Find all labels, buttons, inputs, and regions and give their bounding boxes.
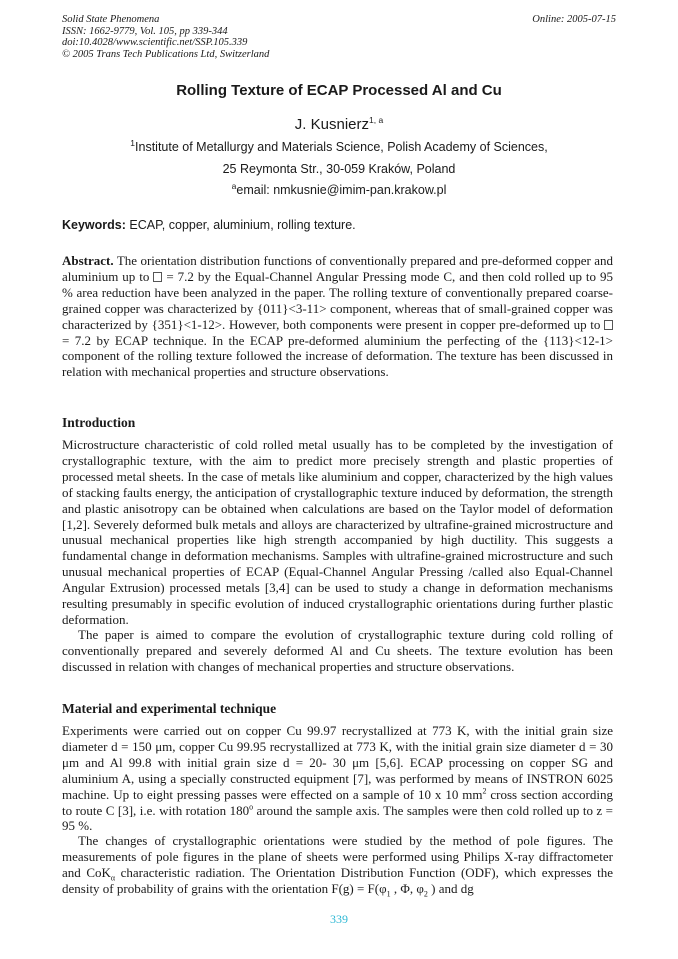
keywords [62,218,356,232]
affil-sup-1: 1 [130,137,136,148]
section-heading-introduction: Introduction [62,415,136,430]
section-heading-material: Material and experimental technique [62,701,277,716]
doi: doi:10.4028/www.scientific.net/SSP.105.339 [62,37,248,48]
missing-glyph-icon [604,320,613,330]
copyright: © 2005 Trans Tech Publications Ltd, Switzerland [62,48,270,60]
author-name: J. Kusnierz [294,116,369,133]
paper-title: Rolling Texture of ECAP Processed Al and Cu [176,82,502,99]
affiliation-line-2: 25 Reymonta Str., 30-059 Kraków, Poland [222,162,456,176]
abstract-label: Abstract. [62,253,114,268]
keywords-label: Keywords: [62,218,126,232]
journal-name: Solid State Phenomena [62,14,160,25]
intro-paragraph-1: Microstructure characteristic of cold rolled metal usually has to be completed by the investigation of crystallographic texture, with the aim to predict more precisely strength and plastic properties of processed metal sheets. In the case of metals like aluminium and copper, characterized by the high values of stacking faults energy, the anticipation of crystallographic texture induced by deformation, the strength and plastic anisotropy can be obtained when calculations are based on the Taylor model of deformation [1,2]. Severely deformed bulk metals and alloys are characterized by ultrafine-grained microstructure and unusual mechanical properties like high strength accompanied by high ductility. This suggests a fundamental change in deformation mechanisms. Samples with ultrafine-grained microstructure and such unusual mechanical properties of ECAP (Equal-Channel Angular Pressing /called also Equal-Channel Angular Extrusion) processed metals [3,4] can be used to study a change in deformation mechanisms resulting presumably in specific evolution of induced crystallographic orientations during further plastic deformation. [62,437,613,627]
online-date: Online: 2005-07-15 [532,14,616,25]
material-paragraph-1: Experiments were carried out on copper Cu 99.97 recrystallized at 773 K, with the initial grain size diameter d = 150 μm, copper Cu 99.95 recrystallized at 773 K, with the initial grain size diameter d = 30 μm and Al 99.8 with initial grain size d = 20- 30 μm [5,6]. ECAP processing on copper SG and aluminium A, using a specially constructed equipment [7], was performed by means of INSTRON 6025 machine. Up to eight pressing passes were effected on a sample of 10 x 10 $mm^2$ cross section according to route C [3], i.e. with rotation 180$^o$ around the sample axis. The samples were then cold rolled up to z = 95 %. [62,723,614,834]
affil-sup-a: a [231,180,237,191]
affiliation-line-1: $^1$Institute of Metallurgy and Materials Science, Polish Academy of Sciences, [130,137,548,154]
missing-glyph-icon [153,272,162,282]
material-paragraph-2: The changes of crystallographic orientations were studied by the method of pole figures. The measurements of pole figures in the plane of sheets were performed using Philips X-ray diffractometer and CoK$_\alpha$ characteristic radiation. The Orientation Distribution Function (ODF), which expresses the density of probability of grains with the orientation $F(g) = F(\varphi_1$ , Φ, $\varphi_2$ ) and dg [62,833,613,899]
keywords-text: ECAP, copper, aluminium, rolling texture. [125,218,356,232]
issn: ISSN: 1662-9779, Vol. 105, pp 339-344 [62,25,228,37]
abstract: Abstract. The orientation distribution functions of conventionally prepared and pre-deformed copper and aluminium up to = 7.2 by the Equal-Channel Angular Pressing mode C, and then cold rolled up to 95 % area reduction have been analyzed in the paper. The rolling texture of conventionally prepared coarse-grained copper was characterized by {011}<3-11> component, whereas that of small-grained copper was characterized by {351}<1-12>. However, both components were present in copper pre-deformed up to = 7.2 by ECAP technique. In the ECAP pre-deformed aluminium the perfecting of the {113}<12-1> component of the rolling texture followed the increase of deformation. The texture has been discussed in relation with mechanical properties and structure observations. [62,253,613,380]
intro-paragraph-2: The paper is aimed to compare the evolution of crystallographic texture during cold rolling of conventionally prepared and severely deformed Al and Cu sheets. The texture evolution has been discussed in relation with changes of mechanical properties and structure observations. [62,627,613,674]
page-number: 339 [330,912,348,926]
author [62,116,616,133]
journal-header [62,14,616,60]
affiliation-email: $^a$email: nmkusnie@imim-pan.krakow.pl [231,180,447,197]
author-sup: 1, a [369,115,384,125]
